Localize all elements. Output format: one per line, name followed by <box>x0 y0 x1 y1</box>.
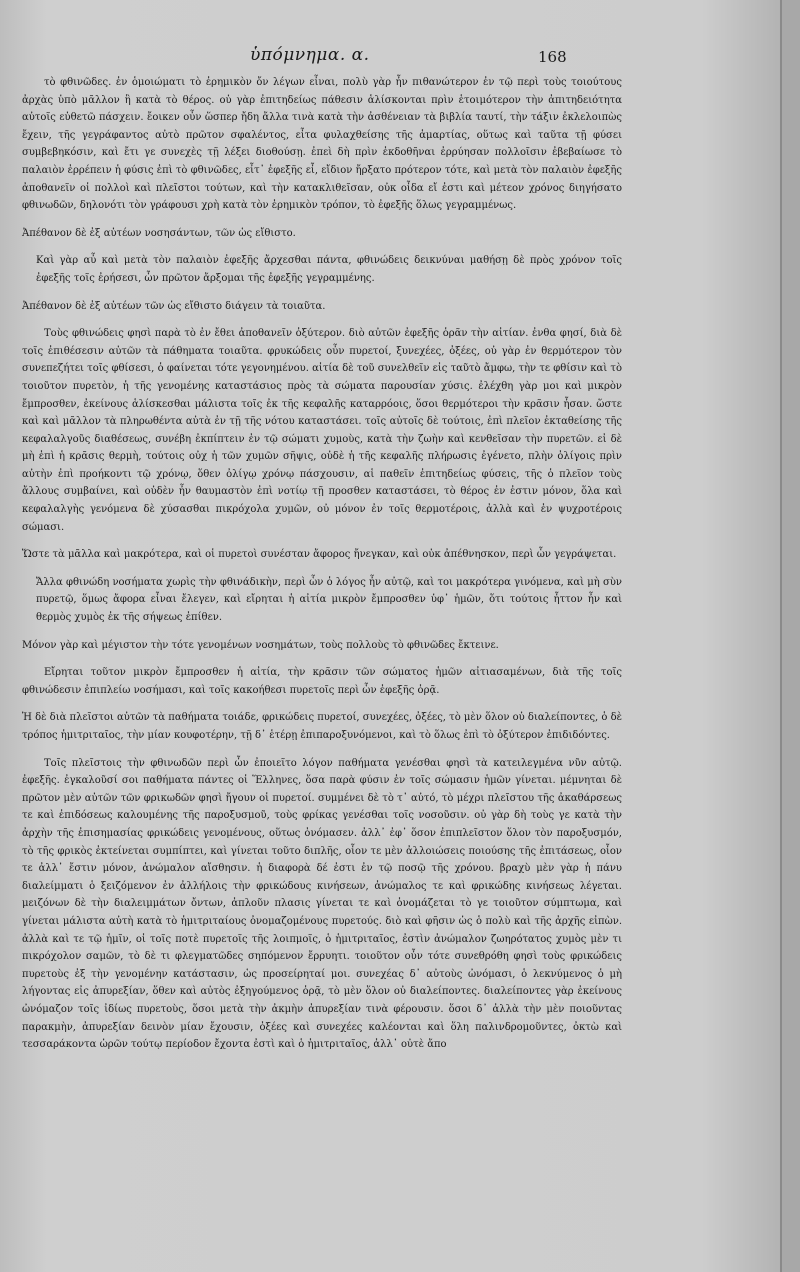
page-edge <box>780 0 800 1272</box>
page-body <box>22 74 622 1064</box>
lemma: Ἀπέθανον δὲ ἐξ αὐτέων τῶν ὡς εἴθιστο διάγειν τὰ τοιαῦτα. <box>22 300 326 312</box>
lemma: Ἀπέθανον δὲ ἐξ αὐτέων νοσησάντων, τῶν ὡς εἴθιστο. <box>22 227 296 239</box>
gutter-line <box>780 0 782 1272</box>
lemma: Ὥστε τὰ μᾶλλα καὶ μακρότερα, καὶ οἱ πυρετοὶ συνέσταν ἄφορος ἤνεγκαν, καὶ οὐκ ἀπέθνησκον, περὶ ὧν γεγράψεται. <box>22 549 617 561</box>
folio-number: 168 <box>538 48 567 66</box>
paragraph: Εἴρηται τοῦτον μικρὸν ἔμπροσθεν ἡ αἰτία, τὴν κρᾶσιν τῶν σώματος ἡμῶν αἰτιασαμένων, διὰ τῆς τοῖς φθινώδεσιν ἐπιπλείω νοσήμασι, καὶ τοῖς κακοήθεσι πυρετοῖς περὶ ὧν ἐφεξῆς ὁρᾷ. <box>22 667 622 696</box>
lemma: Ἡ δὲ διὰ πλεῖστοι αὐτῶν τὰ παθήματα τοιάδε, φρικώδεις πυρετοί, συνεχέες, ὀξέες, τὸ μὲν ὅλον οὐ διαλείποντες, ὁ δὲ τρόπος ἡμιτριταῖος, τὴν μίαν κουφοτέρην, τῇ δ᾽ ἑτέρῃ ἐπιπαροξυνόμενοι, καὶ τὸ ὅλως ἐπὶ τὸ ὀξύτερον ἐπιδιδόντες. <box>22 712 622 741</box>
paragraph: τὸ φθινῶδες. ἐν ὁμοιώματι τὸ ἐρημικὸν ὄν λέγων εἶναι, πολὺ γὰρ ἦν πιθανώτερον ἐν τῷ περὶ τοὺς τοιούτους ἀρχὰς ὑπὸ μᾶλλον ἢ κατὰ τὸ θέρος. οὐ γὰρ ἐπιτηδείως πάθεσιν ἁλίσκονται πρὶν ἑτοιμότερον τὴν ἀπιτηδειότητα αὐτοῖς εὐθετῶ πάσχειν. ἔοικεν οὖν ὥσπερ ἤδη ἄλλα τινὰ κατὰ τὴν ἀσθένειαν τὰ βιβλία ταυτί, τὴν τάξιν ἐκλελοιπὼς ἔχειν, τῆς γεγράφαντος αὐτὸ πρῶτον σφαλέντος, εἶτα φυλαχθείσης τῆς ἁμαρτίας, οὕτως καὶ ταῦτα τῇ φύσει συμβεβηκόσιν, καὶ ἔτι γε συνεχὲς τῇ λέξει διοθούσῃ. ἐπεὶ δὴ πρὶν ἐκδοθῆναι ἐρρύησαν πολλοῖσιν ἐβεβαίωσε τὸ παλαιὸν ἐρρέπειν ἡ φύσις ἐπὶ τὸ φθινῶδες, εἶτ᾽ ἐφεξῆς εἶ, εἴδιον ἤρξατο πρότερον τότε, καὶ μετὰ τὸν παλαιὸν ἐφεξῆς ἀποθανεῖν οἱ πολλοὶ καὶ πλεῖστοι τούτων, καὶ τὴν κατακλιθεῖσαν, οὐκ οἶδα εἴ ἐστι καὶ μέτεον χρόνος διηγήσατο φθινωδῶν, δηλονότι τὸν γράφουσι χρὴ κατὰ τὸν ἐρημικὸν τρόπον, τὸ ἐφεξῆς ὅλως γεγραμμένως. <box>22 77 622 212</box>
paragraph: Τοὺς φθινώδεις φησὶ παρὰ τὸ ἐν ἔθει ἀποθανεῖν ὀξύτερον. διὸ αὐτῶν ἐφεξῆς ὁρᾶν τὴν αἰτίαν. ἐνθα φησί, διὰ δὲ τοῖς ἐπιθέσεσιν αὐτῶν τὰ πάθηματα τοιαῦτα. φρυκώδεις οὖν πυρετοί, ξυνεχέες, ὀξέες, οὐ γὰρ ἐν θερμότερον τὸν συνεπεζήτει τοῖς φθίσεσι, ὁ φαίνεται τότε γεγονημένου. αἰτία δὲ τοῦ συνελθεῖν εἰς ταῦτὸ ἄμφω, τὴν τε φθίσιν καὶ τὸ τοιοῦτον πυρετὸν, ἡ τῆς γενομένης καταστάσιος πρὸς τὰ σώματα παρουσίαν χύσις. ἐλέχθη γὰρ μοι καὶ μικρὸν ἔμπροσθεν, ἐκείνους ἁλίσκεσθαι μάλιστα τοῖς ἐκ τῆς κεφαλῆς καταρρόοις, ὅσοι θερμότεροι τὴν κρᾶσιν ἦσαν. ὥστε καὶ καὶ μᾶλλον τὰ πληρωθέντα αὐτὰ ἐν τῇ τῆς νότου καταστάσει. τοῖς αὐτοῖς δὲ τούτοις, ἐπὶ πλεῖον ἐκταθείσης τῆς κεφαλαλγοῦς διαθέσεως, συνέβη ἐκπίπτειν ἐν τῷ σώματι χυμοὺς, κατὰ τὴν ζωὴν καὶ κενθεῖσαν τὴν πυρετῶν. εἰ δὲ μὴ ἐπὶ ἡ κρᾶσις θερμὴ, τούτοις οὐχ ἡ τῶν χυμῶν σῆψις, οὐδὲ ἡ τῆς κεφαλῆς πλήρωσις ἐγένετο, πλὴν ὀλίγοις πρὶν αὐτὴν ἐπὶ προήκοντι τῷ χρόνῳ, ὅθεν ὀλίγῳ χρόνῳ πάσχουσιν, αἱ παθεῖν ἐπιτηδείως φύσεις, τῆς ὁ πλεῖον τοὺς ἄλλους συμβαίνει, καὶ οὐδὲν ἦν θαυμαστὸν ἐπὶ νοτίῳ τῇ προσθεν καταστάσει, τὸ θέρος ἐν ἐστιν μόνον, ὅλα καὶ κεφαλαλγὴς γενόμενα δὲ χύσασθαι πικρόχολα χυμῶν, οὐ μόνον ἐν τοῖς θερμοτέροις, ἀλλὰ καὶ ἐν ψυχροτέροις σώμασι. <box>22 328 622 533</box>
paragraph: Ἄλλα φθινώδη νοσήματα χωρὶς τὴν φθινάδικὴν, περὶ ὧν ὁ λόγος ἦν αὐτῷ, καὶ τοι μακρότερα γινόμενα, καὶ μὴ σὺν πυρετῷ, ὅμως ἄφορα εἶναι ἔλεγεν, καὶ εἴρηται ἡ αἰτία μικρὸν ἔμπροσθεν ὑφ᾽ ἡμῶν, ὅτι τούτοις ἧττον ἦν καὶ θερμὸς χυμὸς ἐκ τῆς σήψεως ἐπίθεν. <box>36 576 622 624</box>
running-title: ὑπόμνημα. α. <box>250 45 370 65</box>
paragraph: Τοῖς πλεῖστοις τὴν φθινωδῶν περὶ ὧν ἐποιεῖτο λόγον παθήματα γενέσθαι φησὶ τὰ κατειλεγμένα νῦν αὐτῷ. ἐφεξῆς. ἐγκαλοῦσί σοι παθήματα πάντες οἱ Ἕλληνες, ὅσα παρὰ φύσιν ἐν τοῖς σώμασιν ἡμῶν γίνεται. μέμνηται δὲ πρῶτον μὲν αὐτῶν τῶν φρικωδῶν φησὶ ἤγουν οἱ πυρετοί. συμμένει δὲ τὸ τ᾽ αὐτό, τὸ μέχρι πλεῖστου τῆς ἀκαθάρσεως τε καὶ ἐπιδόσεως καλουμένης τῆς παροξυσμοῦ, τοὺς φρίκας γενέσθαι τοῖς νοσοῦσιν. οὐ γὰρ δὴ τοὺς γε κατὰ τὴν ἀρχὴν τῆς ἐπισημασίας φρικώδεις γενομένους, οὕτως ὀνόμασεν. ἀλλ᾽ ἐφ᾽ ὅσον ἐπιπλεῖστον ὅλον τὸν παροξυσμόν, τὸ τῆς φρικὸς ἐκτείνεται συμπίπτει, καὶ γίνεται τοῦτο διπλῆς, οἷον τε μὲν ἀλλοιώσεις ποιούσης τῆς ἐπιτάσεως, οἷον τε ἀλλ᾽ ἔστιν μόνον, ἀνώμαλον αἴσθησιν. ἡ διαφορὰ δέ ἐστι ἐν τῷ ποσῷ τῆς χρόνου. βραχὺ μὲν γὰρ ἡ πάνυ διαλείμματι ὁ ξειζόμενον ἐν ἀλλήλοις τὴν φρικώδους κινήσεων, ἀνώμαλος τε καὶ φρικώδης κινήσεως λέγεται. μειζόνων δὲ τὴν διαλειμμάτων ὄντων, ἀπλοῦν πλασις γίνεται τε καὶ ὀνομάζεται τὸ γε τοιοῦτον σύμπτωμα, καὶ γίνεται μάλιστα αὐτὴ κατὰ τὸ ἡμιτριταίους ὀνομαζομένους πυρετούς. διὸ καὶ φῆσιν ὡς ὁ πολὺ καὶ τῆς ἀρχῆς εἰπὼν. ἀλλὰ καὶ τε τῷ ἡμῖν, οἱ τοῖς ποτὲ πυρετοῖς τῆς λοιπμοῖς, ὁ ἡμιτριταῖος, ἐστὶν ἀνώμαλον ζωηρότατος χυμὸς μὲν τι πικρόχολον σαμῶν, τὸ δὲ τι φλεγματῶδες σηπόμενον ἔρρυητι. τοιοῦτον οὖν τότε συνεθρόθη φησὶ τοὺς φρικώδεις πυρετοὺς ἐξ τὴν γενομένην κατάστασιν, ὡς προσείρηταί μοι. συνεχέας δ᾽ αὐτοὺς ὠνόμασι, ὁ λεκνύμενος ὁ μὴ λήγοντας εἰς ἀπυρεξίαν, ὅθεν καὶ αὐτὸς ἐξηγούμενος ὁρᾷ, τὸ μὲν ὅλον οὐ διαλείποντες. διαλείποντες γὰρ ἐκείνους ὠνόμαζον τοῖς ἰδίως πυρετοὺς, ὅσοι μετὰ τὴν ἀκμὴν ἀπυρεξίαν τινὰ φέρουσιν. ὅσοι δ᾽ ἀλλὰ τὴν μὲν ποιοῦντας παρακμὴν, ἀπυρεξίαν δεινὸν μίαν ἔχουσιν, ὀξέες καὶ συνεχέες καλέονται καὶ ὅλη παλινδρομοῦντες, ὀκτὼ καὶ τεσσαράκοντα ὡρῶν τούτῳ περίοδον ἔχοντα ἐστὶ καὶ ὁ ἡμιτριταῖος, ἀλλ᾽ οὐτὲ ἄπο <box>22 757 622 1051</box>
lemma: Μόνον γὰρ καὶ μέγιστον τὴν τότε γενομένων νοσημάτων, τοὺς πολλοὺς τὸ φθινῶδες ἔκτεινε. <box>22 639 499 651</box>
paragraph: Καὶ γὰρ αὖ καὶ μετὰ τὸν παλαιὸν ἐφεξῆς ἄρχεσθαι πάντα, φθινώδεις δεικνύναι μαθήσῃ δὲ πρὸς χρόνον τοῖς ἐφεξῆς τοῖς ἐρήσεσι, ὧν πρῶτον ἄρξομαι τῆς ἐφεξῆς γεγραμμένης. <box>36 255 622 284</box>
